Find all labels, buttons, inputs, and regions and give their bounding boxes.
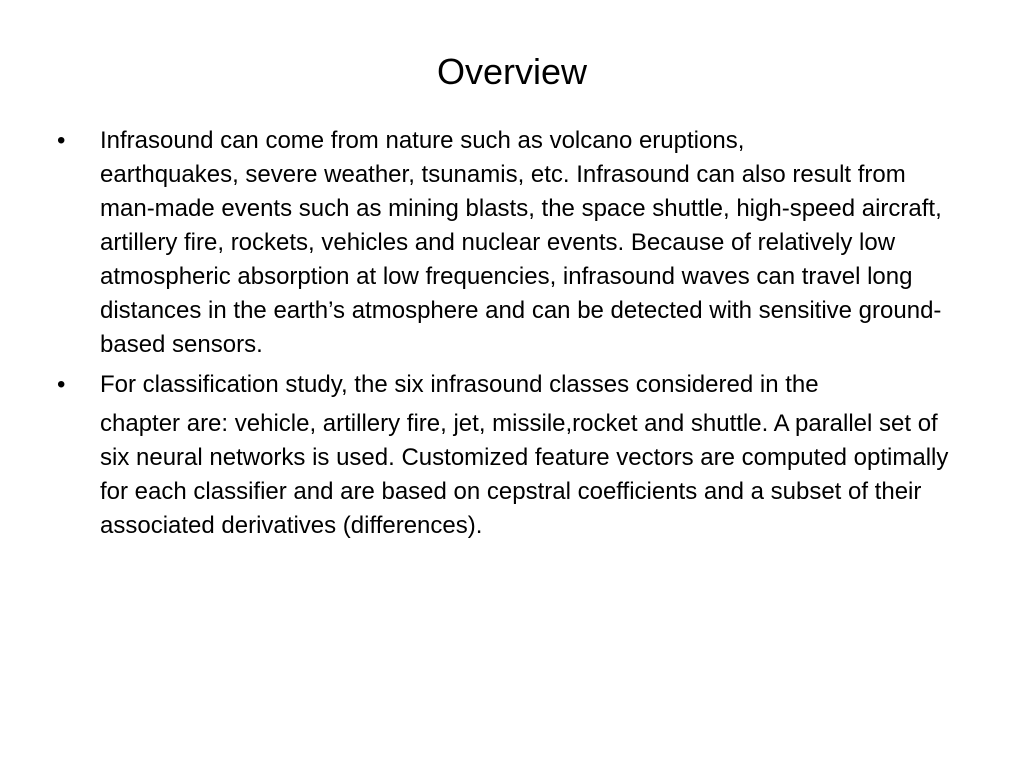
bullet-first-line: For classification study, the six infrasound classes considered in the	[100, 371, 819, 398]
bullet-rest: chapter are: vehicle, artillery fire, jet, missile,rocket and shuttle. A parallel set of six neural networks is used. Customized feature vectors are computed optimally for each classifier and are based on cepstral coefficients and a subset of their associated derivatives (differences).	[100, 410, 949, 539]
bullet-marker: •	[57, 127, 66, 154]
bullet-item-2	[0, 368, 1024, 543]
bullet-marker: •	[57, 371, 66, 398]
bullet-list	[0, 124, 1024, 543]
bullet-rest: earthquakes, severe weather, tsunamis, etc. Infrasound can also result from man-made events such as mining blasts, the space shuttle, high-speed aircraft, artillery fire, rockets, vehicles and nuclear events. Because of relatively low atmospheric absorption at low frequencies, infrasound waves can travel long distances in the earth’s atmosphere and can be detected with sensitive ground-based sensors.	[100, 161, 942, 358]
bullet-item-1	[0, 124, 1024, 362]
bullet-text	[100, 124, 962, 362]
bullet-text	[100, 368, 962, 543]
slide-title: Overview	[436, 51, 588, 92]
bullet-first-line: Infrasound can come from nature such as volcano eruptions,	[100, 127, 745, 154]
